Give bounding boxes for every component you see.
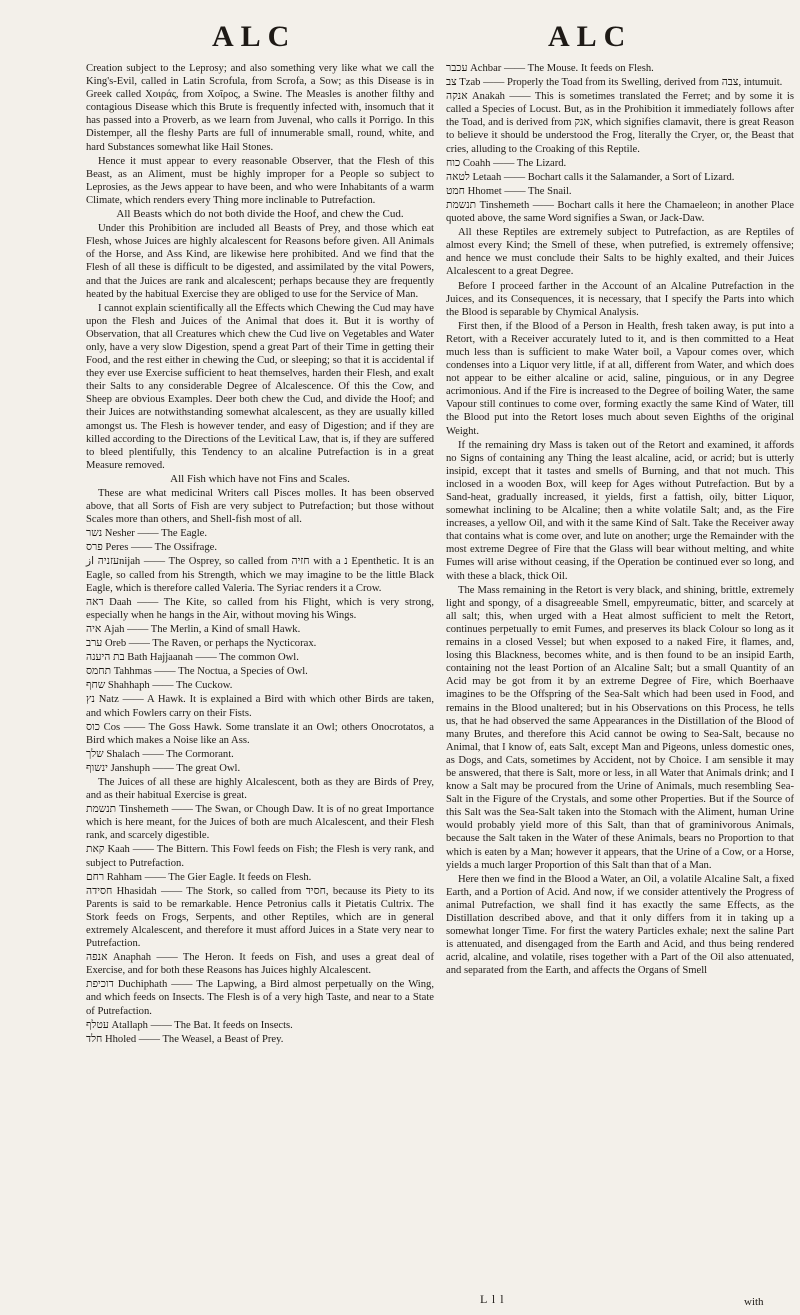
vocabulary-entry: אנפה Anaphah —— The Heron. It feeds on Fish, and uses a great deal of Exercise, and for both these Reasons has Juices highly Alcalescent. xyxy=(86,952,434,977)
vocabulary-entry: חמט Hhomet —— The Snail. xyxy=(446,185,572,197)
vocabulary-entry: דאה Daah —— The Kite, so called from his Flight, which is very strong, especially when he hangs in the Air, without moving his Wings. xyxy=(86,596,434,621)
vocabulary-entry: בת היענה Bath Hajjaanah —— The common Owl. xyxy=(86,652,299,664)
vocabulary-entry: תחמס Tahhmas —— The Noctua, a Species of Owl. xyxy=(86,666,308,678)
section-heading: All Fish which have not Fins and Scales. xyxy=(170,472,350,485)
catchword: with xyxy=(744,1296,764,1308)
section-heading: All Beasts which do not both divide the Hoof, and chew the Cud. xyxy=(116,208,404,221)
vocabulary-entry: נץ Natz —— A Hawk. It is explained a Bird with which other Birds are taken, and which Fowlers carry on their Fists. xyxy=(86,694,434,719)
signature-mark: L l l xyxy=(480,1292,505,1306)
vocabulary-entry: לטאה Letaah —— Bochart calls it the Salamander, a Sort of Lizard. xyxy=(446,171,735,183)
paragraph: Under this Prohibition are included all Beasts of Prey, and those which eat Flesh, whose Juices are highly alcalescent for Reasons before given. All Animals of the Horse, and Ass Kind, are likewise here prohibited. And we find that the Flesh of all these is difficult to be digested, and assimilated by the vital Powers, and that the Juices are rank and alcalescent; perhaps because they are frequently heated by the habitual Exercise they are obliged to use for the Service of Man. xyxy=(86,223,434,300)
paragraph: I cannot explain scientifically all the Effects which Chewing the Cud may have upon the Flesh and Juices of the Animal that does it. But it is worthy of Observation, that all Creatures which chew the Cud live on Vegetables and Water only, have a very slow Digestion, spend a great Part of their Time in getting their Food, and the rest either in chewing the Cud, or sleeping; so that it is accidental if they ever use Exercise sufficient to heat themselves, harden their Flesh, and exalt their Salts to any considerable Degree of Alcalescence. Of this the Cow, and Sheep are obvious Examples. Deer both chew the Cud, and divide the Hoof; and their Juices are notwithstanding somewhat alcalescent, as they are usually killed amongst us. The Flesh is however tender, and easy of Digestion; and if they are killed according to the Directions of the Levitical Law, that is, if they are suffered to bleed plentifully, this Tendency to an alcaline Putrefaction is in a great Measure removed. xyxy=(86,302,434,471)
vocabulary-entry: כוס Cos —— The Goss Hawk. Some translate it an Owl; others Onocrotatos, a Bird which makes a Noise like an Ass. xyxy=(86,721,434,746)
vocabulary-entry: עטלף Atallaph —— The Bat. It feeds on Insects. xyxy=(86,1019,293,1031)
vocabulary-entry: רחם Rahham —— The Gier Eagle. It feeds on Flesh. xyxy=(86,871,312,883)
vocabulary-entry: צב Tzab —— Properly the Toad from its Swelling, derived from צבה, intumuit. xyxy=(446,77,783,89)
vocabulary-entry: קאת Kaah —— The Bittern. This Fowl feeds on Fish; the Flesh is very rank, and subject to Putrefaction. xyxy=(86,844,434,869)
vocabulary-entry: תנשמת Tinshemeth —— The Swan, or Chough Daw. It is of no great Importance which is here meant, for the Juices of both are much Alcalescent, and their Flesh rank, and scarcely digestible. xyxy=(86,804,434,842)
vocabulary-entry: נשר Nesher —— The Eagle. xyxy=(86,528,207,540)
paragraph: The Mass remaining in the Retort is very black, and shining, brittle, extremely light and spongy, of a disagreeable Smell, empyreumatic, bitter, and scarcely at all salt; this, when urged with a Heat almost sufficient to melt the Retort, continues perpetually to emit Fumes, and preserves its black Colour so long as it remains in a closed Vessel; but when exposed to a naked Fire, it flames, and, losing this Blackness, becomes white, and is then found to be an insipid Earth, containing not the least Portion of an Alcaline Salt; but a small Quantity of an Acid may be got from it by an extreme Degree of Fire, which Boerhaave imagines to be the Offspring of the Sea-Salt which had been used in Food, and remains in the Blood unaltered; but in his Observations on this Process, he tells us, that he had observed the same Appearances in the Distillation of the Blood of many Brutes, and therefore this Acid cannot be owing to Sea-Salt, because no Animal, that I know of, eats Salt, except Man and Pigeons, unless domestic ones, as Dogs, and Cats, sometimes by Accident, not by Choice. I am sensible it may be answered, that there is Salt, more or less, in all Water that Animals drink; and I know a Salt may be procured from the Urine of Animals, much resembling Sea-Salt in the Figure of the Crystals, and some other Properties. But if the Source of this Salt was the Sea-Salt taken into the Stomach with the Aliment, human Urine would probably yield more of this Salt, than that of graminivorous Animals, because the Salt taken in the Water of these Animals, bears no Proportion to that which is eaten by a Man; however it appears, that the Urine of a Cow, or a Horse, yields a much larger Proportion of this Salt than that of a Man. xyxy=(446,584,794,871)
vocabulary-entry: ינשוף Janshuph —— The great Owl. xyxy=(86,762,241,774)
vocabulary-entry: חסידה Hhasidah —— The Stork, so called from חסיד, because its Piety to its Parents is said to be remarkable. Hence Petronius calls it Pietatis Cultrix. The Stork feeds on Frogs, Serpents, and other Reptiles, which are in general extremely Alcalescent, and therefore it must afford Juices in a State very near to Putrefaction. xyxy=(86,885,434,950)
vocabulary-entry: איה Ajah —— The Merlin, a Kind of small Hawk. xyxy=(86,623,301,635)
vocabulary-entry: כוח Coahh —— The Lizard. xyxy=(446,157,567,169)
vocabulary-entry: עזניה ازnijah —— The Osprey, so called from חזיה with a נ Epenthetic. It is an Eagle, so called from his Strength, which we may imagine to be the little Black Eagle, which is therefore called Valeria. The Syriac renders it a Crow. xyxy=(86,556,435,594)
vocabulary-entry: פרס Peres —— The Ossifrage. xyxy=(86,542,218,554)
paragraph: The Juices of all these are highly Alcalescent, both as they are Birds of Prey, and as their habitual Exercise is great. xyxy=(86,776,434,802)
vocabulary-entry: שחף Shahhaph —— The Cuckow. xyxy=(86,680,233,692)
paragraph: Hence it must appear to every reasonable Observer, that the Flesh of this Beast, as an Aliment, must be highly improper for a People so subject to Leprosies, as the Jews appear to have been, and who were Inhabitants of a warm Climate, which renders every Thing more inclinable to Putrefaction. xyxy=(86,155,434,206)
vocabulary-entry: דוכיפת Duchiphath —— The Lapwing, a Bird almost perpetually on the Wing, and which feeds on Insects. The Flesh is of a very high Taste, and near to a State of Putrefaction. xyxy=(86,979,434,1017)
paragraph: Before I proceed farther in the Account of an Alcaline Putrefaction in the Juices, and its Consequences, it is necessary, that I specify the Parts into which the Blood is separable by Chymical Analysis. xyxy=(446,280,794,318)
paragraph: If the remaining dry Mass is taken out of the Retort and examined, it affords no Signs of containing any Thing the least alcaline, acid, or acrid; but is utterly insipid, except that it tastes and smells of Burning, and that not much. This inclosed in a wooden Box, will keep for Ages without Putrefaction. But by a Sand-heat, gradually increased, it yields, first a fattish, oily, bitter Liquor, somewhat inclining to be Alcaline; then a white volatile Salt; and, as the Fire increases, a yellow Oil, and with it the same Kind of Salt. Take the Receiver away that contains what is come over, and lute on another; urge the Remainder with the most extreme Degree of Fire that the Glass will bear without melting, and white Fumes will arise without ceasing, if the Operation be continued ever so long, and with these a black, thick Oil. xyxy=(446,439,794,582)
paragraph: First then, if the Blood of a Person in Health, fresh taken away, is put into a Retort, with a Receiver accurately luted to it, and is then committed to a Heat much less than is sufficient to make Water boil, a Vapour comes over, which condenses into a Liquor very little, if at all, different from Water, and which does not appear to be either alcaline or acid, saline, pinguious, or in any Degree acrimonious. And if the Fire is increased to the Degree of boiling Water, the same Vapour still continues to come over, forming exactly the same Kind of Water, till the Blood put into the Retort loses much about seven Eighths of the original Weight. xyxy=(446,320,794,437)
paragraph: Here then we find in the Blood a Water, an Oil, a volatile Alcaline Salt, a fixed Earth, and a Portion of Acid. And now, if we consider attentively the Progress of animal Putrefaction, we shall find it has exactly the same Effects, as the Distillation described above, and that it only differs from it in taking up a somewhat longer Time. For first the watery Particles exhale; next the saline Part is attenuated, and disengaged from the Earth and Acid, and thus being rendered acrid, alcaline, and volatile, rises together with a Part of the Oil also attenuated, and separated from the Earth, and affects the Organs of Smell xyxy=(446,873,794,977)
vocabulary-entry: חלד Hholed —— The Weasel, a Beast of Prey. xyxy=(86,1033,284,1045)
right-column xyxy=(446,62,794,978)
left-column xyxy=(86,62,434,1047)
paragraph: All these Reptiles are extremely subject to Putrefaction, as are Reptiles of almost every Kind; the Smell of these, when putrefied, is extremely offensive; and hence we must conclude their Salts to be highly exalted, and their Juices Alcalescent to a great Degree. xyxy=(446,227,794,278)
vocabulary-entry: שלך Shalach —— The Cormorant. xyxy=(86,748,234,760)
vocabulary-entry: עכבר Achbar —— The Mouse. It feeds on Flesh. xyxy=(446,63,654,74)
vocabulary-entry: אנקה Anakah —— This is sometimes translated the Ferret; and by some it is called a Species of Locust. But, as in the Prohibition it immediately follows after the Toad, and is derived from אנק, which signifies clamavit, there is great Reason to believe it should be understood the Frog, literally the Cryer, or, the Beast that cries, alluding to the Croaking of this Reptile. xyxy=(446,91,794,155)
vocabulary-entry: תנשמת Tinshemeth —— Bochart calls it here the Chamaeleon; in another Place quoted above, the same Word signifies a Swan, or Jack-Daw. xyxy=(446,199,794,225)
vocabulary-entry: ערב Oreb —— The Raven, or perhaps the Nycticorax. xyxy=(86,638,317,650)
running-head-right: ALC xyxy=(548,20,633,53)
paragraph: These are what medicinal Writers call Pisces molles. It has been observed above, that all Sorts of Fish are very subject to Putrefaction; but those without Scales more than others, and Shell-fish most of all. xyxy=(86,488,434,526)
paragraph: Creation subject to the Leprosy; and also something very like what we call the King's-Evil, called in Latin Scrofula, from Scrofa, a Sow; as this Disease is in Greek called Χοιράς, from Χοῖρος, a Swine. The Measles is another filthy and contagious Disease which this Brute is frequently infected with, insomuch that it has passed into a Proverb, as we learn from Juvenal, who calls it Porrigo. In this Distemper, all the fleshy Parts are full of innumerable small, round, white, and hard Substances somewhat like Hail Stones. xyxy=(86,63,434,153)
running-head-left: ALC xyxy=(212,20,297,53)
